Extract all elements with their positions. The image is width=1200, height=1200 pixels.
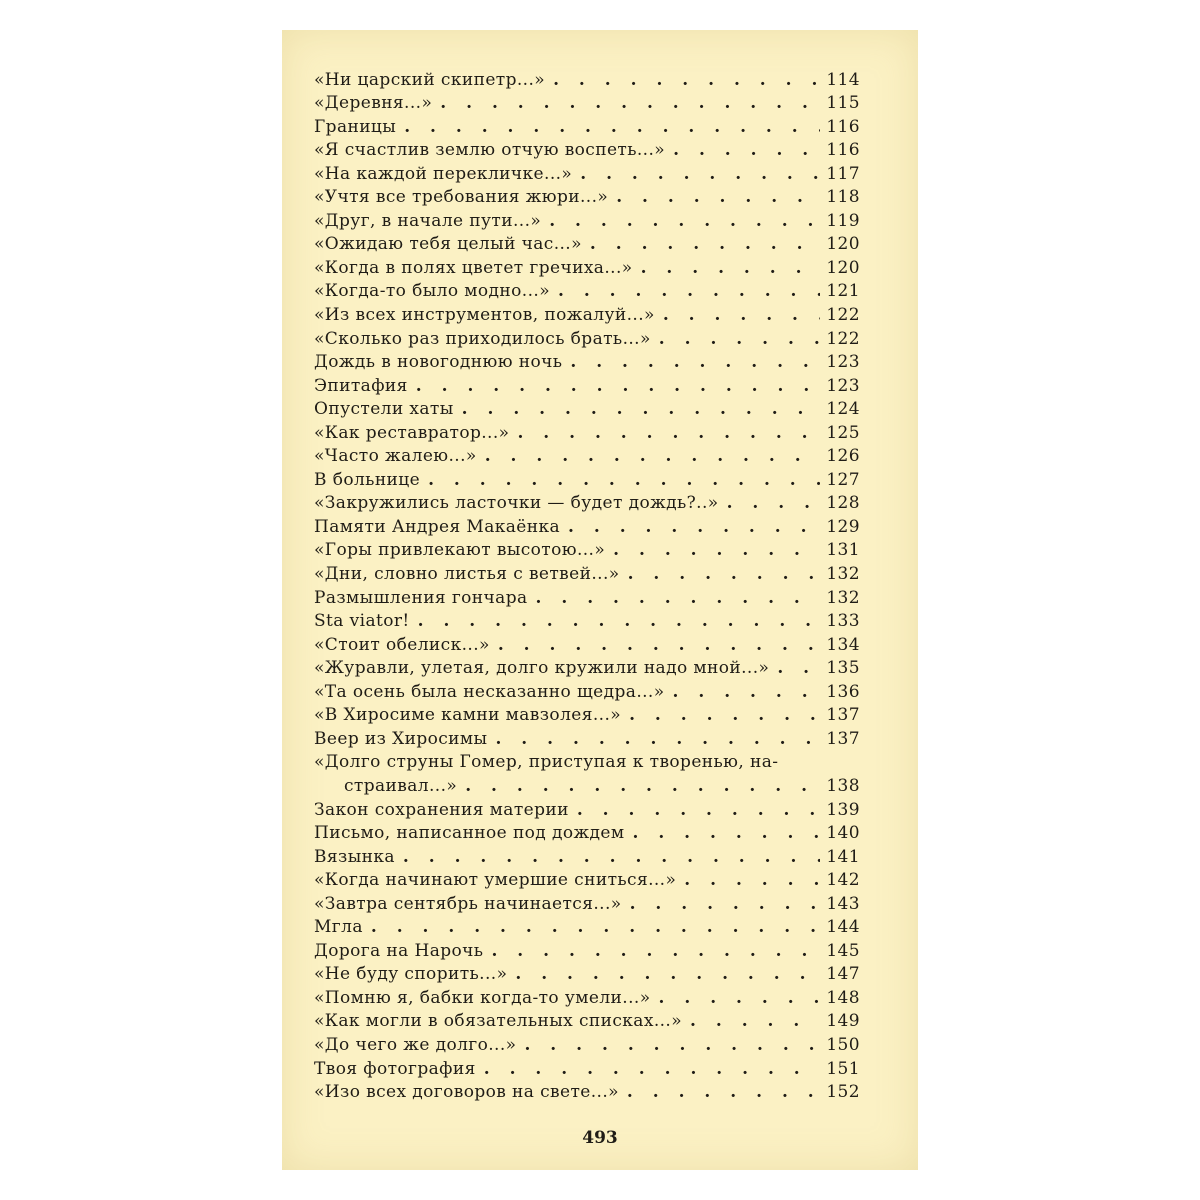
toc-entry-title: Дождь в новогоднюю ночь: [314, 352, 563, 373]
dot-leader: [484, 1058, 821, 1081]
toc-entry-title: «Дни, словно листья с ветвей...»: [314, 564, 620, 585]
dot-leader: [491, 940, 820, 963]
toc-entry: [314, 421, 860, 445]
toc-entry: [314, 539, 860, 563]
toc-entry-page: 138: [826, 775, 860, 796]
toc-entry-page: 115: [826, 93, 860, 114]
toc-entry: [314, 162, 860, 186]
dot-leader: [627, 1081, 820, 1104]
dot-leader: [549, 210, 820, 233]
toc-entry-page: 136: [826, 681, 860, 702]
toc-entry-title: Твоя фотография: [314, 1058, 476, 1079]
dot-leader: [629, 704, 820, 727]
toc-entry-page: 117: [826, 163, 860, 184]
toc-entry-page: 127: [826, 469, 860, 490]
toc-entry-title: Вязынка: [314, 846, 395, 867]
toc-entry-title: «До чего же долго...»: [314, 1034, 517, 1055]
dot-leader: [462, 398, 821, 421]
toc-entry-page: 122: [826, 305, 860, 326]
dot-leader: [536, 587, 821, 610]
toc-entry: [314, 986, 860, 1010]
dot-leader: [553, 69, 820, 92]
toc-entry: [314, 1081, 860, 1105]
toc-entry-title: «Часто жалею...»: [314, 446, 477, 467]
page-number: 493: [582, 1128, 618, 1148]
toc-entry-page: 114: [826, 69, 860, 90]
dot-leader: [577, 799, 821, 822]
toc-entry: [314, 515, 860, 539]
toc-entry: [314, 586, 860, 610]
dot-leader: [673, 139, 820, 162]
toc-entry-page: 116: [826, 140, 860, 161]
dot-leader: [568, 516, 820, 539]
toc-entry-title: «Деревня...»: [314, 93, 433, 114]
toc-entry-title: «Когда-то было модно...»: [314, 281, 550, 302]
dot-leader: [371, 916, 820, 939]
toc-entry-page: 148: [826, 987, 860, 1008]
dot-leader: [495, 728, 820, 751]
toc-entry-title: Sta viator!: [314, 611, 410, 632]
toc-entry-page: 132: [826, 587, 860, 608]
toc-entry-page: 129: [826, 516, 860, 537]
toc-entry-page: 131: [826, 540, 860, 561]
toc-entry: [314, 963, 860, 987]
toc-entry: [314, 303, 860, 327]
toc-entry-page: 120: [826, 257, 860, 278]
toc-entry-title: Памяти Андрея Макаёнка: [314, 516, 561, 537]
toc-entry-page: 140: [826, 823, 860, 844]
toc-entry: [314, 822, 860, 846]
dot-leader: [641, 257, 821, 280]
toc-entry-title: «Как могли в обязательных списках...»: [314, 1011, 683, 1032]
toc-entry: [314, 845, 860, 869]
toc-entry-page: 150: [826, 1034, 860, 1055]
toc-entry: [314, 327, 860, 351]
toc-entry-page: 126: [826, 446, 860, 467]
toc-entry-title: «Изо всех договоров на свете...»: [314, 1082, 619, 1103]
toc-entry: [314, 115, 860, 139]
dot-leader: [684, 869, 820, 892]
dot-leader: [440, 92, 820, 115]
toc-entry: [314, 492, 860, 516]
toc-entry: [314, 92, 860, 116]
dot-leader: [590, 233, 820, 256]
toc-entry-page: 143: [826, 893, 860, 914]
toc-entry-page: 134: [826, 634, 860, 655]
toc-entry-page: 125: [826, 422, 860, 443]
toc-entry-page: 141: [826, 846, 860, 867]
dot-leader: [465, 775, 820, 798]
toc-entry: [314, 704, 860, 728]
toc-entry-title: Границы: [314, 116, 397, 137]
dot-leader: [558, 280, 820, 303]
dot-leader: [570, 351, 820, 374]
toc-entry-page: 151: [826, 1058, 860, 1079]
toc-entry: [314, 1057, 860, 1081]
dot-leader: [580, 163, 820, 186]
toc-entry: [314, 562, 860, 586]
toc-entry: [314, 209, 860, 233]
dot-leader: [673, 681, 821, 704]
toc-entry: [314, 610, 860, 634]
toc-entry: [314, 256, 860, 280]
dot-leader: [659, 987, 821, 1010]
table-of-contents: [314, 68, 860, 1104]
toc-entry-title: «Я счастлив землю отчую воспеть...»: [314, 140, 666, 161]
dot-leader: [777, 657, 820, 680]
dot-leader: [628, 563, 821, 586]
toc-entry-page: 123: [826, 375, 860, 396]
toc-entry-page: 137: [826, 705, 860, 726]
toc-entry-title: Дорога на Нарочь: [314, 940, 484, 961]
toc-entry: [314, 869, 860, 893]
toc-entry-page: 121: [826, 281, 860, 302]
dot-leader: [498, 634, 821, 657]
toc-entry: [314, 774, 860, 798]
dot-leader: [403, 846, 820, 869]
toc-entry: [314, 1033, 860, 1057]
toc-entry-title: «Когда начинают умершие сниться...»: [314, 870, 677, 891]
toc-entry-title: «Как реставратор...»: [314, 422, 510, 443]
toc-entry: [314, 351, 860, 375]
toc-entry: [314, 680, 860, 704]
toc-entry: [314, 657, 860, 681]
toc-entry-page: 132: [826, 564, 860, 585]
toc-entry: [314, 1010, 860, 1034]
toc-entry-page: 142: [826, 870, 860, 891]
toc-entry: [314, 939, 860, 963]
toc-entry-title: «Друг, в начале пути...»: [314, 210, 542, 231]
toc-entry-title: «Журавли, улетая, долго кружили надо мной...»: [314, 658, 770, 679]
toc-entry-page: 116: [826, 116, 860, 137]
toc-entry: [314, 751, 860, 775]
toc-entry: [314, 68, 860, 92]
toc-entry-title: Эпитафия: [314, 375, 408, 396]
toc-entry-title: Закон сохранения материи: [314, 799, 569, 820]
toc-entry-page: 152: [826, 1082, 860, 1103]
toc-entry: [314, 445, 860, 469]
dot-leader: [727, 492, 821, 515]
toc-entry-page: 119: [826, 210, 860, 231]
toc-entry: [314, 374, 860, 398]
toc-entry-title: «Горы привлекают высотою...»: [314, 540, 606, 561]
toc-entry-title: «В Хиросиме камни мавзолея...»: [314, 705, 622, 726]
dot-leader: [616, 186, 820, 209]
toc-entry-title: «Из всех инструментов, пожалуй...»: [314, 305, 655, 326]
toc-entry: [314, 280, 860, 304]
dot-leader: [418, 610, 821, 633]
toc-entry-title: Письмо, написанное под дождем: [314, 823, 625, 844]
toc-entry-title: страивал...»: [344, 775, 458, 796]
toc-entry: [314, 798, 860, 822]
toc-entry-page: 147: [826, 964, 860, 985]
toc-entry-title: «Ожидаю тебя целый час...»: [314, 234, 582, 255]
dot-leader: [428, 469, 820, 492]
toc-entry: [314, 139, 860, 163]
toc-entry-title: «На каждой перекличке...»: [314, 163, 573, 184]
toc-entry-page: 144: [826, 917, 860, 938]
toc-entry-page: 122: [826, 328, 860, 349]
toc-entry-title: Мгла: [314, 917, 363, 938]
dot-leader: [515, 963, 820, 986]
toc-entry-title: «Сколько раз приходилось брать...»: [314, 328, 651, 349]
toc-entry-title: «Стоит обелиск...»: [314, 634, 490, 655]
toc-entry: [314, 916, 860, 940]
toc-entry-page: 123: [826, 352, 860, 373]
dot-leader: [632, 822, 820, 845]
toc-entry-title: Опустели хаты: [314, 399, 454, 420]
dot-leader: [786, 751, 822, 774]
toc-entry-page: 120: [826, 234, 860, 255]
toc-entry-title: «Та осень была несказанно щедра...»: [314, 681, 665, 702]
toc-entry: [314, 398, 860, 422]
toc-entry-page: 124: [826, 399, 860, 420]
toc-entry-title: В больнице: [314, 469, 421, 490]
dot-leader: [630, 893, 821, 916]
toc-entry: [314, 468, 860, 492]
dot-leader: [690, 1010, 820, 1033]
dot-leader: [613, 539, 820, 562]
toc-entry-page: 118: [826, 187, 860, 208]
dot-leader: [659, 328, 821, 351]
dot-leader: [517, 422, 820, 445]
dot-leader: [485, 445, 821, 468]
toc-entry-title: «Когда в полях цветет гречиха...»: [314, 257, 633, 278]
toc-entry-page: 135: [826, 658, 860, 679]
toc-entry-title: «Учтя все требования жюри...»: [314, 187, 609, 208]
book-page: [282, 30, 918, 1170]
dot-leader: [524, 1034, 820, 1057]
toc-entry: [314, 186, 860, 210]
toc-entry: [314, 727, 860, 751]
dot-leader: [404, 116, 820, 139]
toc-entry-title: «Долго струны Гомер, приступая к творенью, на-: [314, 752, 779, 773]
toc-entry: [314, 233, 860, 257]
toc-entry-title: «Закружились ласточки — будет дождь?..»: [314, 493, 719, 514]
toc-entry-title: «Ни царский скипетр...»: [314, 69, 546, 90]
toc-entry-title: «Завтра сентябрь начинается...»: [314, 893, 622, 914]
toc-entry-title: «Не буду спорить...»: [314, 964, 508, 985]
toc-entry: [314, 633, 860, 657]
dot-leader: [663, 304, 821, 327]
toc-entry-title: Веер из Хиросимы: [314, 728, 488, 749]
toc-entry-page: 133: [826, 611, 860, 632]
toc-entry-page: 139: [826, 799, 860, 820]
toc-entry-page: 149: [826, 1011, 860, 1032]
toc-entry-title: Размышления гончара: [314, 587, 528, 608]
toc-entry-page: 145: [826, 940, 860, 961]
toc-entry-page: 128: [826, 493, 860, 514]
toc-entry-page: 137: [826, 728, 860, 749]
dot-leader: [416, 375, 821, 398]
toc-entry: [314, 892, 860, 916]
toc-entry-title: «Помню я, бабки когда-то умели...»: [314, 987, 651, 1008]
